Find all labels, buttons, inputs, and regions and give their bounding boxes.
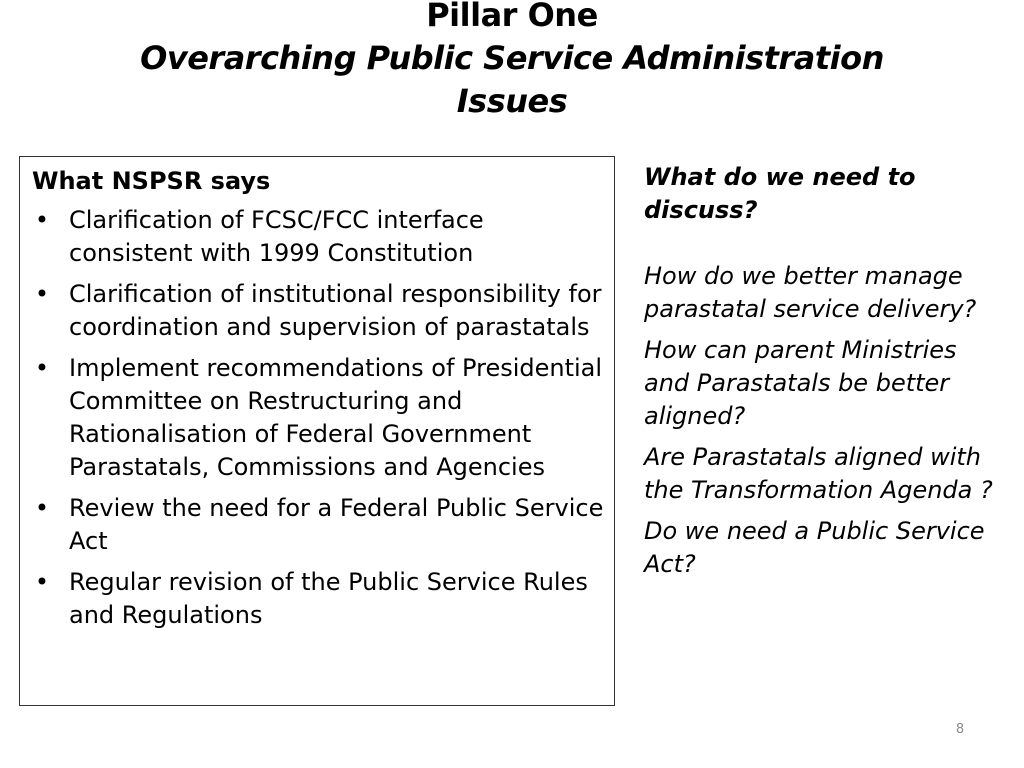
nspsr-heading: What NSPSR says [32,167,271,195]
bullet-icon: • [34,494,50,522]
bullet-text: Implement recommendations of Presidential Committee on Restructuring and Rationalisation of Federal Government Parastatals, Commissions and Agencies [69,354,603,481]
nspsr-box [19,156,615,706]
page-number: 8 [955,722,965,737]
title-line-2: Overarching Public Service Administration [140,39,884,78]
bullet-text: Clarification of FCSC/FCC interface consistent with 1999 Constitution [69,206,484,267]
bullet-item [32,204,604,270]
bullet-icon: • [34,354,50,382]
discussion-question: How can parent Ministries and Parastatals be better aligned? [644,336,957,430]
title-line-1: Pillar One [426,0,598,34]
bullet-item [32,566,604,632]
bullet-icon: • [34,280,50,308]
bullet-text: Regular revision of the Public Service Rules and Regulations [69,568,588,629]
discussion-question: How do we better manage parastatal service delivery? [644,262,977,323]
slide-title [0,0,1024,124]
bullet-text: Review the need for a Federal Public Service Act [69,494,604,555]
nspsr-bullet-list [32,204,604,632]
bullet-item [32,352,604,484]
discussion-question: Do we need a Public Service Act? [644,517,985,578]
discussion-column [644,161,1004,589]
bullet-item [32,492,604,558]
discussion-heading: What do we need to discuss? [644,163,916,224]
bullet-text: Clarification of institutional responsibility for coordination and supervision of parastatals [69,280,602,341]
bullet-icon: • [34,568,50,596]
bullet-icon: • [34,206,50,234]
bullet-item [32,278,604,344]
discussion-question: Are Parastatals aligned with the Transformation Agenda ? [644,443,993,504]
title-line-3: Issues [456,82,568,121]
